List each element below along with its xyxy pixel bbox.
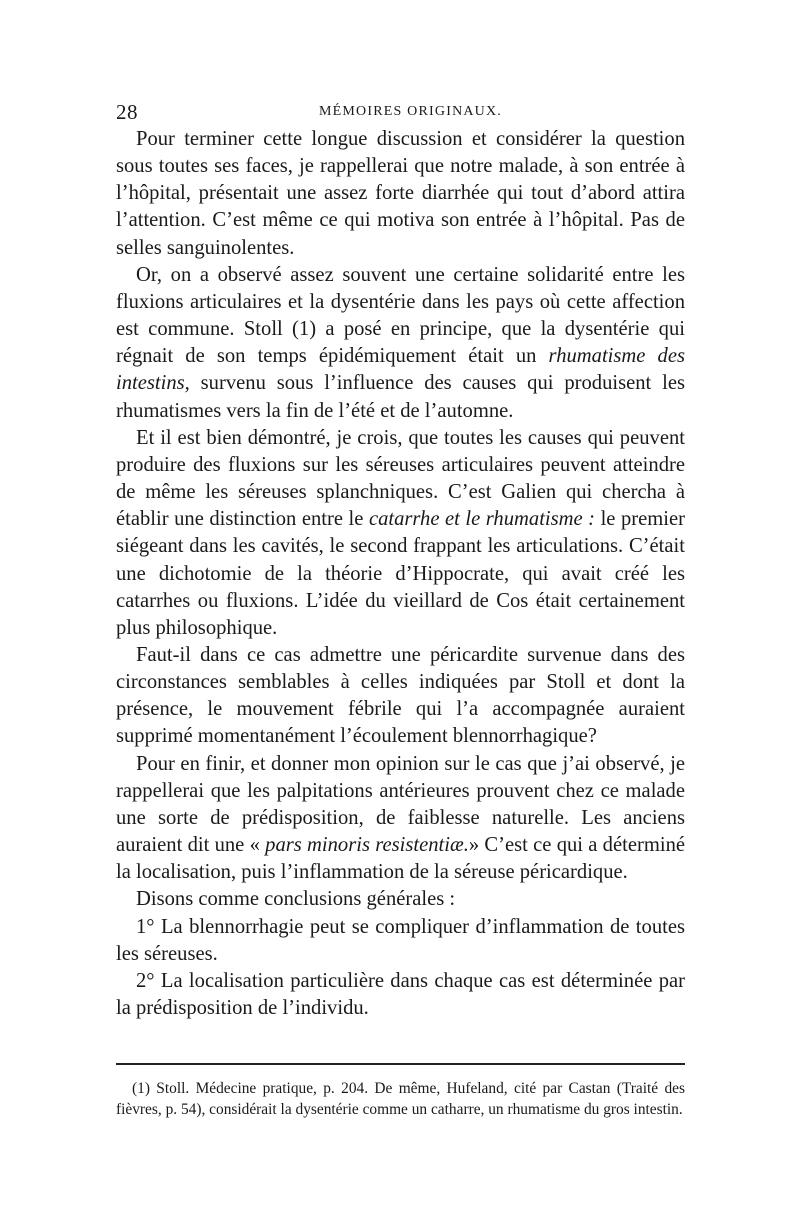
italic-term: catarrhe et le rhumatisme : [368, 508, 596, 531]
paragraph-galien [116, 425, 685, 642]
body-text [116, 126, 685, 1022]
running-title: MÉMOIRES ORIGINAUX. [318, 104, 503, 119]
paragraph-pericardite: Faut-il dans ce cas admettre une péricardite survenue dans des circonstances semblables à celles indiquées par Stoll et dont la présence, le mouvement fébrile qui l’a accompagnée auraient supprimé momentanément l’écoulement blennorrhagique? [116, 643, 685, 748]
conclusion-item-2: 2° La localisation particulière dans chaque cas est déterminée par la prédisposition de l’individu. [116, 969, 685, 1019]
running-head [116, 100, 685, 124]
paragraph-text: Pour en finir, et donner mon opinion sur le cas que j’ai observé, je rappellerai que les palpitations antérieures prouvent chez ce malade une sorte de prédisposition, de faiblesse naturelle. Les anciens auraient dit une « [116, 752, 685, 857]
paragraph-text: » C’est ce qui a déterminé la localisation, puis l’inflammation de la séreuse péricardique. [116, 834, 686, 884]
paragraph-conclusions-intro: Disons comme conclusions générales : [136, 888, 456, 911]
paragraph-diarrhee: Pour terminer cette longue discussion et considérer la question sous toutes ses faces, je rappellerai que notre malade, à son entrée à l’hôpital, présentait une assez forte diarrhée qui tout d’abord attira l’attention. C’est même ce qui motiva son entrée à l’hôpital. Pas de selles sanguinolentes. [116, 128, 685, 259]
paragraph-dysenterie [116, 262, 685, 425]
paragraph-opinion [116, 751, 685, 887]
paragraph-text: Or, on a observé assez souvent une certaine solidarité entre les fluxions articulaires et la dysentérie dans les pays où cette affection est commune. Stoll (1) a posé en principe, que la dysentérie qui régnait de son temps épidémiquement était un [116, 263, 685, 368]
paragraph-text: survenu sous l’influence des causes qui produisent les rhumatismes vers la fin de l’été et de l’automne. [116, 372, 685, 422]
conclusion-item-1: 1° La blennorrhagie peut se compliquer d’inflammation de toutes les séreuses. [116, 915, 685, 965]
paragraph-text: Et il est bien démontré, je crois, que toutes les causes qui peuvent produire des fluxions sur les séreuses articulaires peuvent atteindre de même les séreuses splanchniques. C’est Galien qui chercha à établir une distinction entre le [116, 426, 685, 531]
paragraph-text: le premier siégeant dans les cavités, le second frappant les articulations. C’était une dichotomie de la théorie d’Hippocrate, qui avait créé les catarrhes ou fluxions. L’idée du vieillard de Cos était certainement plus philosophique. [116, 508, 685, 639]
page-number: 28 [116, 100, 138, 124]
footnote-divider [116, 1063, 685, 1065]
italic-term: rhumatisme des intestins, [116, 345, 685, 395]
footnote: (1) Stoll. Médecine pratique, p. 204. De même, Hufeland, cité par Castan (Traité des fièvres, p. 54), considérait la dysentérie comme un catharre, un rhumatisme du gros intestin. [116, 1080, 685, 1118]
italic-term: pars minoris resistentiæ. [265, 834, 469, 857]
